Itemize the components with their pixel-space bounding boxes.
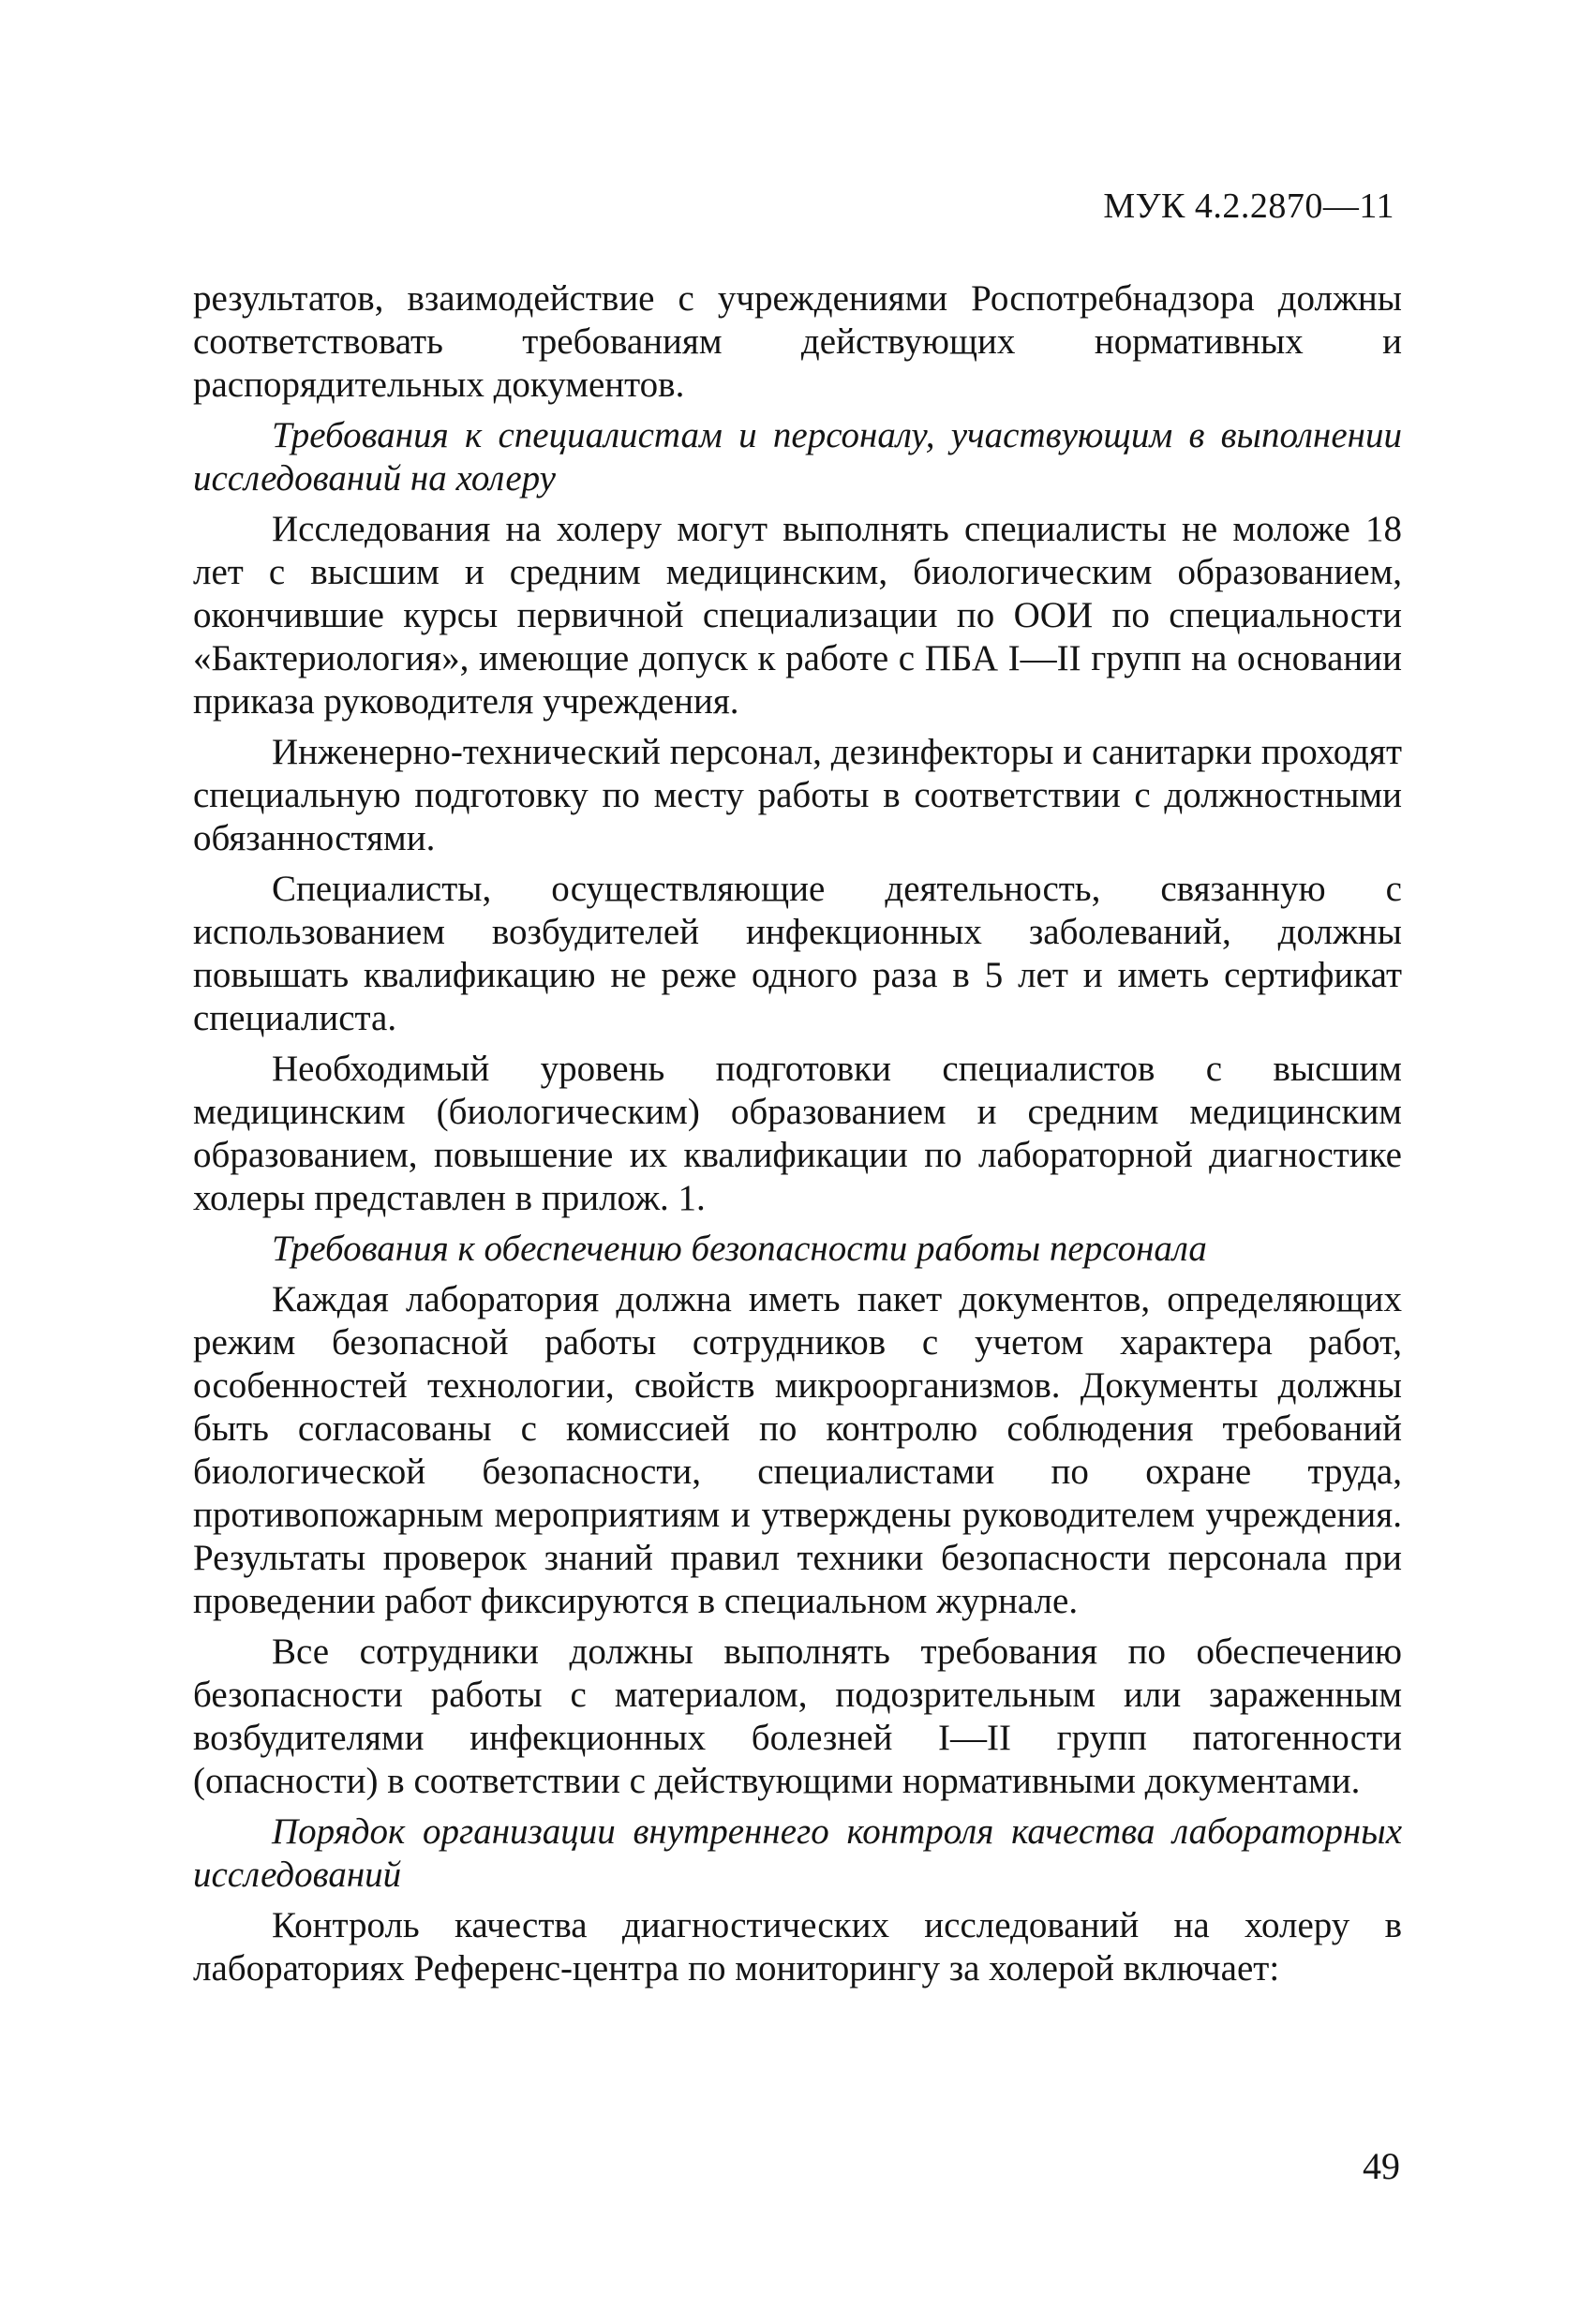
document-code: МУК 4.2.2870—11 <box>1103 186 1394 226</box>
page-number: 49 <box>1363 2145 1400 2187</box>
paragraph: Специалисты, осуществляющие деятельность, связанную с использованием возбудителей инфекционных заболеваний, должны повышать квалификацию не реже одного раза в 5 лет и иметь сертификат специалиста. <box>193 869 1402 1038</box>
paragraph: Инженерно-технический персонал, дезинфекторы и санитарки проходят специальную подготовку по месту работы в соответствии с должностными обязанностями. <box>193 732 1402 858</box>
document-body <box>193 277 1402 1998</box>
paragraph: Контроль качества диагностических исследований на холеру в лабораториях Референс-центра по мониторингу за холерой включает: <box>193 1905 1402 1989</box>
paragraph: Каждая лаборатория должна иметь пакет документов, определяющих режим безопасной работы сотрудников с учетом характера работ, особенностей технологии, свойств микроорганизмов. Документы должны быть согласованы с комиссией по контролю соблюдения требований биологической безопасности, специалистами по охране труда, противопожарным мероприятиям и утверждены руководителем учреждения. Результаты проверок знаний правил техники безопасности персонала при проведении работ фиксируются в специальном журнале. <box>193 1279 1402 1621</box>
paragraph: Необходимый уровень подготовки специалистов с высшим медицинским (биологическим) образованием и средним медицинским образованием, повышение их квалификации по лабораторной диагностике холеры представлен в прилож. 1. <box>193 1049 1402 1218</box>
section-heading-safety-requirements: Требования к обеспечению безопасности работы персонала <box>272 1229 1207 1269</box>
section-heading-quality-control: Порядок организации внутреннего контроля качества лабораторных исследований <box>193 1811 1402 1895</box>
section-heading-personnel-requirements: Требования к специалистам и персоналу, участвующим в выполнении исследований на холеру <box>193 415 1402 499</box>
paragraph: результатов, взаимодействие с учреждениями Роспотребнадзора должны соответствовать требованиям действующих нормативных и распорядительных документов. <box>193 278 1402 405</box>
paragraph: Исследования на холеру могут выполнять специалисты не моложе 18 лет с высшим и средним медицинским, биологическим образованием, окончившие курсы первичной специализации по ООИ по специальности «Бактериология», имеющие допуск к работе с ПБА I—II групп на основании приказа руководителя учреждения. <box>193 509 1402 722</box>
paragraph: Все сотрудники должны выполнять требования по обеспечению безопасности работы с материалом, подозрительным или зараженным возбудителями инфекционных болезней I—II групп патогенности (опасности) в соответствии с действующими нормативными документами. <box>193 1631 1402 1801</box>
